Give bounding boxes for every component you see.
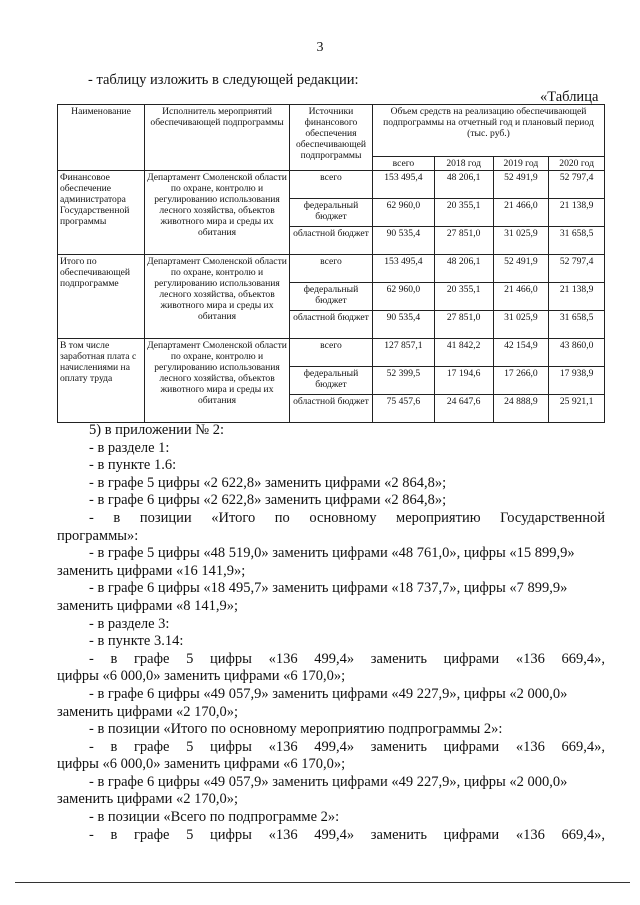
text-line: заменить цифрами «16 141,9»; xyxy=(57,562,246,579)
cell-value: 153 495,4 xyxy=(373,255,435,283)
footer-divider xyxy=(15,882,630,883)
text-line: - в графе 6 цифры «18 495,7» заменить цифрами «18 737,7», цифры «7 899,9» xyxy=(89,580,568,597)
cell-value: 25 921,1 xyxy=(549,395,605,423)
cell-value: 43 860,0 xyxy=(549,339,605,367)
cell-value: 52 797,4 xyxy=(549,255,605,283)
cell-value: 41 842,2 xyxy=(434,339,493,367)
cell-value: 90 535,4 xyxy=(373,311,435,339)
cell-value: 48 206,1 xyxy=(434,171,493,199)
cell-value: 27 851,0 xyxy=(434,311,493,339)
cell-value: 21 466,0 xyxy=(493,199,549,227)
cell-value: 27 851,0 xyxy=(434,227,493,255)
cell-value: 21 138,9 xyxy=(549,283,605,311)
text-line: - в графе 6 цифры «2 622,8» заменить цифрами «2 864,8»; xyxy=(89,492,447,509)
row-executor: Департамент Смоленской области по охране, контролю и регулированию использования лесного хозяйства, объектов животного мира и среды их обитания xyxy=(145,171,290,255)
row-name: Финансовое обеспечение администратора Государственной программы xyxy=(58,171,145,255)
text-line: 5) в приложении № 2: xyxy=(89,422,224,438)
cell-value: 62 960,0 xyxy=(373,283,435,311)
row-source: областной бюджет xyxy=(289,311,372,339)
cell-value: 52 399,5 xyxy=(373,367,435,395)
cell-value: 90 535,4 xyxy=(373,227,435,255)
row-source: федеральный бюджет xyxy=(289,367,372,395)
header-executor: Исполнитель мероприятий обеспечивающей подпрограммы xyxy=(145,105,290,171)
row-source: федеральный бюджет xyxy=(289,199,372,227)
text-line: - в графе 5 цифры «2 622,8» заменить цифрами «2 864,8»; xyxy=(89,474,447,491)
row-name: В том числе заработная плата с начислениями на оплату труда xyxy=(58,339,145,423)
row-name: Итого по обеспечивающей подпрограмме xyxy=(58,255,145,339)
row-source: всего xyxy=(289,339,372,367)
text-line: - в графе 5 цифры «136 499,4» заменить цифрами «136 669,4», xyxy=(89,650,605,667)
cell-value: 31 658,5 xyxy=(549,311,605,339)
header-name: Наименование xyxy=(58,105,145,171)
cell-value: 62 960,0 xyxy=(373,199,435,227)
cell-value: 31 025,9 xyxy=(493,311,549,339)
cell-value: 17 938,9 xyxy=(549,367,605,395)
page-number: 3 xyxy=(316,40,324,55)
row-source: всего xyxy=(289,171,372,199)
cell-value: 20 355,1 xyxy=(434,283,493,311)
cell-value: 21 466,0 xyxy=(493,283,549,311)
text-line: цифры «6 000,0» заменить цифрами «6 170,0»; xyxy=(57,668,346,685)
cell-value: 153 495,4 xyxy=(373,171,435,199)
cell-value: 127 857,1 xyxy=(373,339,435,367)
header-year-total: всего xyxy=(373,157,435,171)
header-year-2020: 2020 год xyxy=(549,157,605,171)
cell-value: 24 647,6 xyxy=(434,395,493,423)
cell-value: 31 658,5 xyxy=(549,227,605,255)
text-line: - в графе 5 цифры «48 519,0» заменить цифрами «48 761,0», цифры «15 899,9» xyxy=(89,545,575,562)
cell-value: 48 206,1 xyxy=(434,255,493,283)
cell-value: 52 491,9 xyxy=(493,171,549,199)
text-line: - в пункте 1.6: xyxy=(89,457,177,474)
cell-value: 24 888,9 xyxy=(493,395,549,423)
text-line: программы»: xyxy=(57,527,139,544)
text-line: - в позиции «Итого по основному мероприятию Государственной xyxy=(89,509,605,526)
text-line: - в позиции «Всего по подпрограмме 2»: xyxy=(89,809,340,826)
row-executor: Департамент Смоленской области по охране, контролю и регулированию использования лесного хозяйства, объектов животного мира и среды их обитания xyxy=(145,339,290,423)
text-line: - в позиции «Итого по основному мероприятию подпрограммы 2»: xyxy=(89,721,503,738)
text-line: заменить цифрами «8 141,9»; xyxy=(57,597,239,614)
header-year-2018: 2018 год xyxy=(434,157,493,171)
text-line: заменить цифрами «2 170,0»; xyxy=(57,703,239,720)
intro-line: - таблицу изложить в следующей редакции: xyxy=(88,72,359,88)
text-line: - в графе 5 цифры «136 499,4» заменить цифрами «136 669,4», xyxy=(89,738,605,755)
text-line: цифры «6 000,0» заменить цифрами «6 170,0»; xyxy=(57,756,346,773)
cell-value: 17 194,6 xyxy=(434,367,493,395)
amendment-text xyxy=(57,422,605,844)
row-executor: Департамент Смоленской области по охране, контролю и регулированию использования лесного хозяйства, объектов животного мира и среды их обитания xyxy=(145,255,290,339)
cell-value: 17 266,0 xyxy=(493,367,549,395)
row-source: областной бюджет xyxy=(289,395,372,423)
row-source: всего xyxy=(289,255,372,283)
cell-value: 31 025,9 xyxy=(493,227,549,255)
header-sources: Источники финансового обеспечения обеспечивающей подпрограммы xyxy=(289,105,372,171)
text-line: - в разделе 3: xyxy=(89,615,170,632)
cell-value: 21 138,9 xyxy=(549,199,605,227)
row-source: федеральный бюджет xyxy=(289,283,372,311)
row-source: областной бюджет xyxy=(289,227,372,255)
header-volume: Объем средств на реализацию обеспечивающей подпрограммы на отчетный год и плановый период (тыс. руб.) xyxy=(373,105,605,157)
cell-value: 20 355,1 xyxy=(434,199,493,227)
funding-table xyxy=(57,104,605,423)
text-line: - в графе 6 цифры «49 057,9» заменить цифрами «49 227,9», цифры «2 000,0» xyxy=(89,685,568,702)
header-year-2019: 2019 год xyxy=(493,157,549,171)
text-line: заменить цифрами «2 170,0»; xyxy=(57,791,239,808)
text-line: - в пункте 3.14: xyxy=(89,633,184,650)
cell-value: 75 457,6 xyxy=(373,395,435,423)
text-line: - в разделе 1: xyxy=(89,439,170,456)
text-line: - в графе 5 цифры «136 499,4» заменить цифрами «136 669,4», xyxy=(89,826,605,843)
cell-value: 42 154,9 xyxy=(493,339,549,367)
text-line: - в графе 6 цифры «49 057,9» заменить цифрами «49 227,9», цифры «2 000,0» xyxy=(89,773,568,790)
cell-value: 52 797,4 xyxy=(549,171,605,199)
cell-value: 52 491,9 xyxy=(493,255,549,283)
table-caption: «Таблица xyxy=(540,89,599,105)
